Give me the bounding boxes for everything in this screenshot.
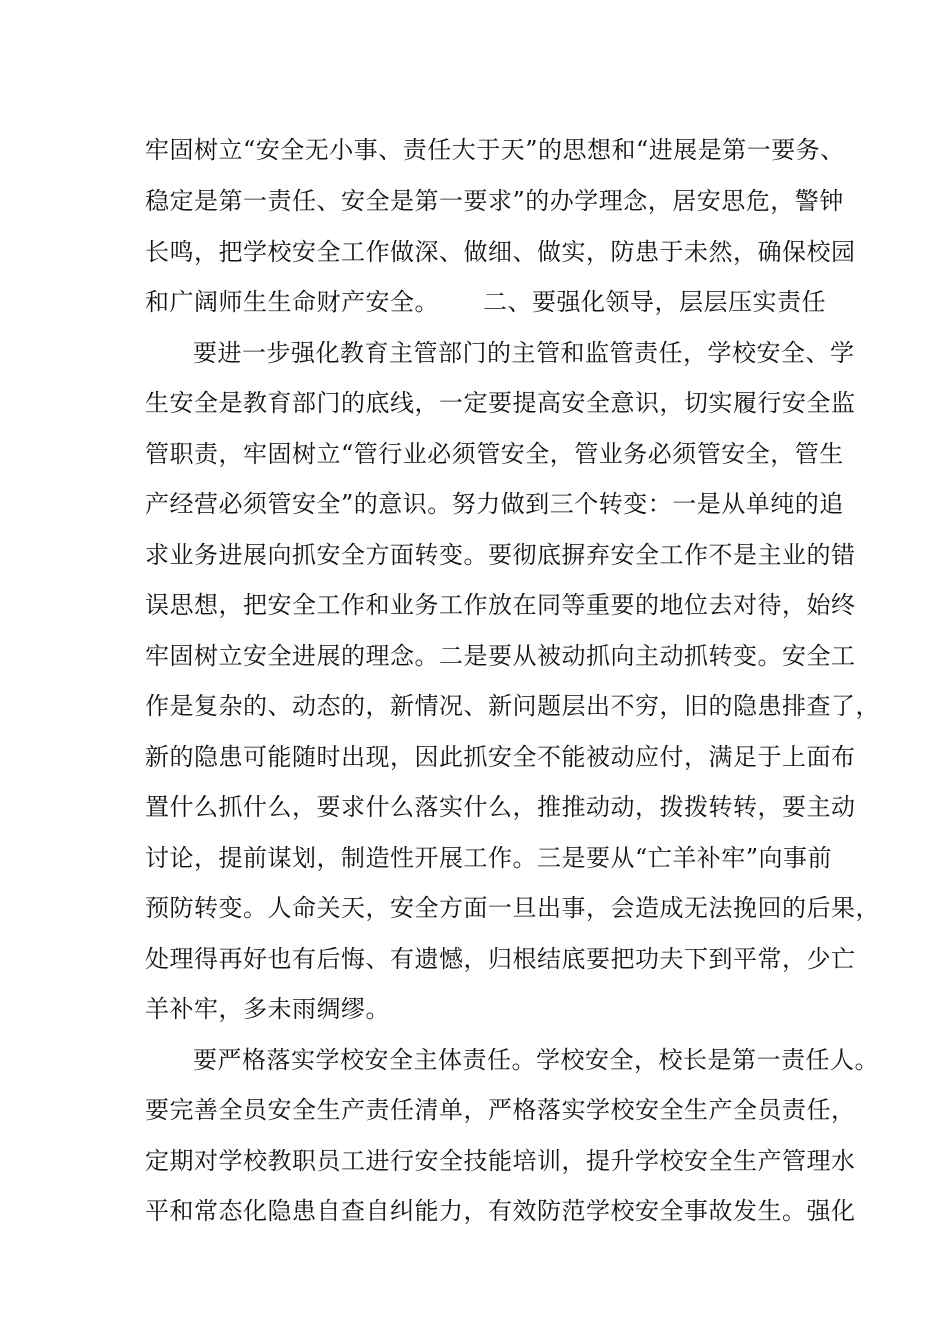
paragraph-end: 和广阔师生生命财产安全。 [145, 288, 439, 316]
text-line: 要严格落实学校安全主体责任。学校安全，校长是第一责任人。 [193, 1046, 879, 1074]
text-line-mixed [145, 282, 825, 322]
text-line: 预防转变。人命关天，安全方面一旦出事，会造成无法挽回的后果， [145, 894, 880, 922]
text-line: 牢固树立“安全无小事、责任大于天”的思想和“进展是第一要务、 [145, 136, 845, 164]
text-line: 长鸣，把学校安全工作做深、做细、做实，防患于未然，确保校园 [145, 238, 856, 266]
text-line: 讨论，提前谋划，制造性开展工作。三是要从“亡羊补牢”向事前 [145, 844, 833, 872]
text-line: 作是复杂的、动态的，新情况、新问题层出不穷，旧的隐患排查了， [145, 692, 880, 720]
text-line: 牢固树立安全进展的理念。二是要从被动抓向主动抓转变。安全工 [145, 642, 856, 670]
text-line: 定期对学校教职员工进行安全技能培训，提升学校安全生产管理水 [145, 1147, 856, 1175]
section-heading: 二、要强化领导，层层压实责任 [483, 288, 826, 316]
text-line: 产经营必须管安全”的意识。努力做到三个转变：一是从单纯的追 [145, 490, 844, 518]
text-line: 平和常态化隐患自查自纠能力，有效防范学校安全事故发生。强化 [145, 1197, 856, 1225]
text-line: 新的隐患可能随时出现，因此抓安全不能被动应付，满足于上面布 [145, 743, 856, 771]
text-line: 处理得再好也有后悔、有遗憾，归根结底要把功夫下到平常，少亡 [145, 945, 856, 973]
text-line: 生安全是教育部门的底线，一定要提高安全意识，切实履行安全监 [145, 389, 856, 417]
text-line: 稳定是第一责任、安全是第一要求”的办学理念，居安思危，警钟 [145, 187, 844, 215]
text-line: 羊补牢，多未雨绸缪。 [145, 995, 390, 1023]
text-line: 要进一步强化教育主管部门的主管和监管责任，学校安全、学 [193, 339, 855, 367]
text-line: 要完善全员安全生产责任清单，严格落实学校安全生产全员责任， [145, 1096, 856, 1124]
text-line: 管职责，牢固树立“管行业必须管安全，管业务必须管安全，管生 [145, 440, 844, 468]
text-line: 求业务进展向抓安全方面转变。要彻底摒弃安全工作不是主业的错 [145, 541, 856, 569]
text-line: 误思想，把安全工作和业务工作放在同等重要的地位去对待，始终 [145, 591, 856, 619]
text-line: 置什么抓什么，要求什么落实什么，推推动动，拨拨转转，要主动 [145, 793, 856, 821]
